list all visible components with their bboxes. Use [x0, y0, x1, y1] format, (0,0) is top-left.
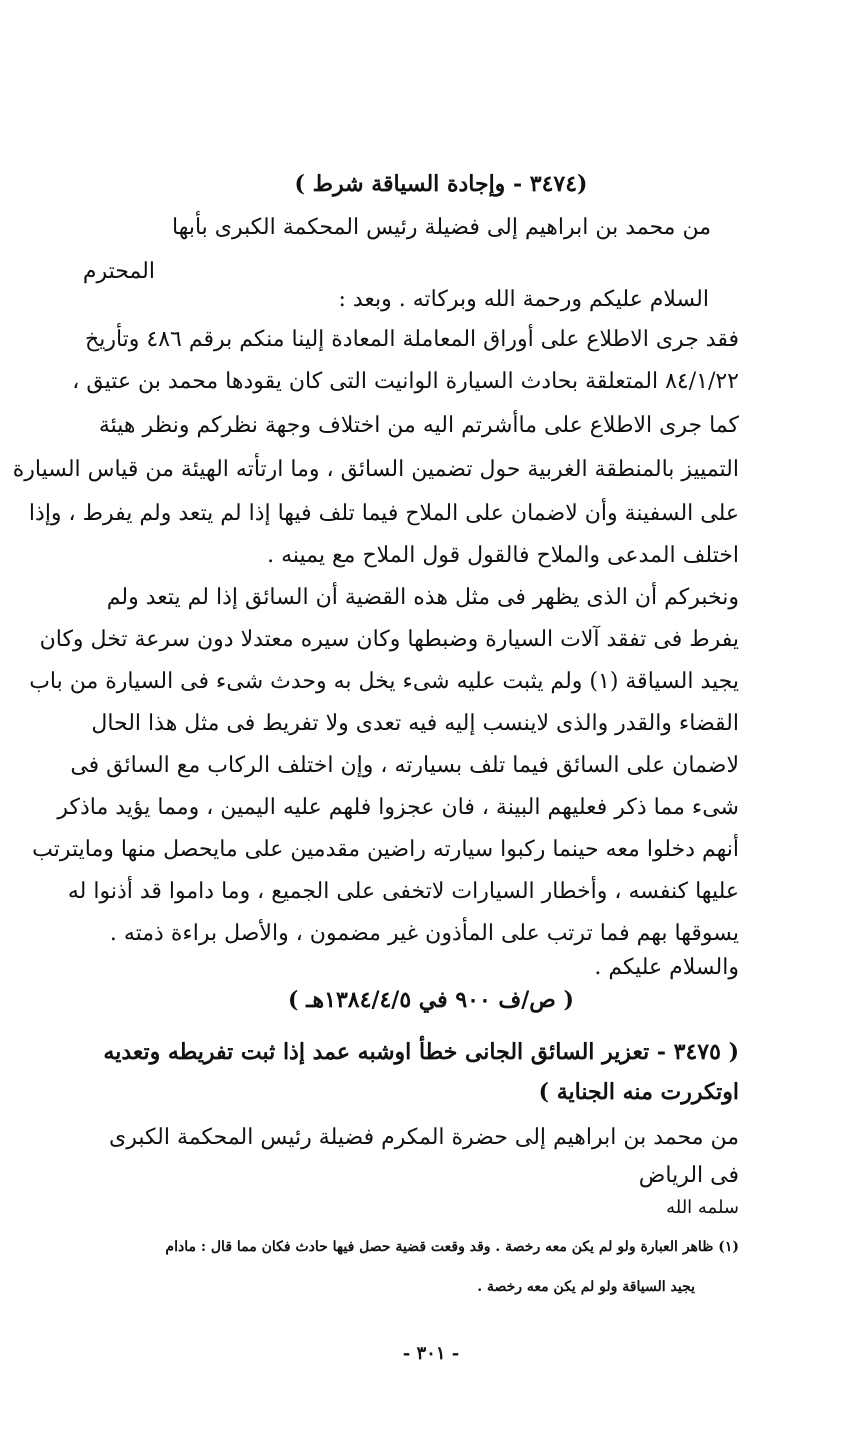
page-number: - ٣٠١ - — [402, 1343, 460, 1364]
paragraph-line: اختلف المدعى والملاح فالقول قول الملاح مع يمينه . — [267, 543, 739, 568]
greeting: السلام عليكم ورحمة الله وبركاته . وبعد : — [338, 287, 709, 312]
paragraph-line: عليها كنفسه ، وأخطار السيارات لاتخفى على الجميع ، وما داموا قد أذنوا له — [67, 879, 739, 904]
paragraph-line: ٨٤/١/٢٢ المتعلقة بحادث السيارة الوانيت التى كان يقودها محمد بن عتيق ، — [72, 369, 739, 394]
addressee-place: فى الرياض — [638, 1163, 739, 1188]
paragraph-line: يجيد السياقة (١) ولم يثبت عليه شىء يخل به وحدث شىء فى السيارة من باب — [29, 669, 739, 694]
addressee-line: من محمد بن ابراهيم إلى فضيلة رئيس المحكمة الكبرى بأبها — [171, 215, 711, 240]
paragraph-line: أنهم دخلوا معه حينما ركبوا سيارته راضين مقدمين على مايحصل منها ومايترتب — [32, 837, 739, 862]
paragraph-line: لاضمان على السائق فيما تلف بسيارته ، وإن اختلف الركاب مع السائق فى — [70, 753, 739, 778]
paragraph-line: يفرط فى تفقد آلات السيارة وضبطها وكان سيره معتدلا دون سرعة تخل وكان — [39, 627, 739, 652]
paragraph-line: على السفينة وأن لاضمان على الملاح فيما تلف فيها إذا لم يتعد ولم يفرط ، وإذا — [28, 501, 739, 526]
section-heading: (٣٤٧٤ - وإجادة السياقة شرط ) — [294, 171, 588, 197]
paragraph-line: يسوقها بهم فما ترتب على المأذون غير مضمون ، والأصل براءة ذمته . — [109, 921, 739, 946]
closing: والسلام عليكم . — [594, 955, 739, 980]
footnote-line: (١) ظاهر العبارة ولو لم يكن معه رخصة . وقد وقعت قضية حصل فيها حادث فكان مما قال : مادام — [165, 1239, 739, 1255]
salutation: سلمه الله — [666, 1197, 739, 1218]
paragraph-line: كما جرى الاطلاع على ماأشرتم اليه من اختلاف وجهة نظركم ونظر هيئة — [98, 413, 739, 438]
addressee-line: من محمد بن ابراهيم إلى حضرة المكرم فضيلة رئيس المحكمة الكبرى — [109, 1125, 739, 1150]
addressee-title: المحترم — [82, 259, 155, 284]
footnote-line: يجيد السياقة ولو لم يكن معه رخصة . — [477, 1279, 695, 1295]
paragraph-line: فقد جرى الاطلاع على أوراق المعاملة المعادة إلينا منكم برقم ٤٨٦ وتأريخ — [85, 327, 739, 352]
paragraph-line: التمييز بالمنطقة الغربية حول تضمين السائق ، وما ارتأته الهيئة من قياس السيارة — [12, 457, 739, 482]
paragraph-line: ونخبركم أن الذى يظهر فى مثل هذه القضية أن السائق إذا لم يتعد ولم — [106, 585, 739, 610]
paragraph-line: شىء مما ذكر فعليهم البينة ، فان عجزوا فلهم عليه اليمين ، ومما يؤيد ماذكر — [57, 795, 739, 820]
paragraph-line: القضاء والقدر والذى لاينسب إليه فيه تعدى ولا تفريط فى مثل هذا الحال — [91, 711, 739, 736]
reference: ( ص/ف ٩٠٠ في ١٣٨٤/٤/٥هـ ) — [288, 987, 574, 1013]
section-heading: ( ٣٤٧٥ - تعزير السائق الجانى خطأ اوشبه عمد إذا ثبت تفريطه وتعديه — [103, 1039, 739, 1065]
section-heading: اوتكررت منه الجناية ) — [538, 1079, 739, 1105]
